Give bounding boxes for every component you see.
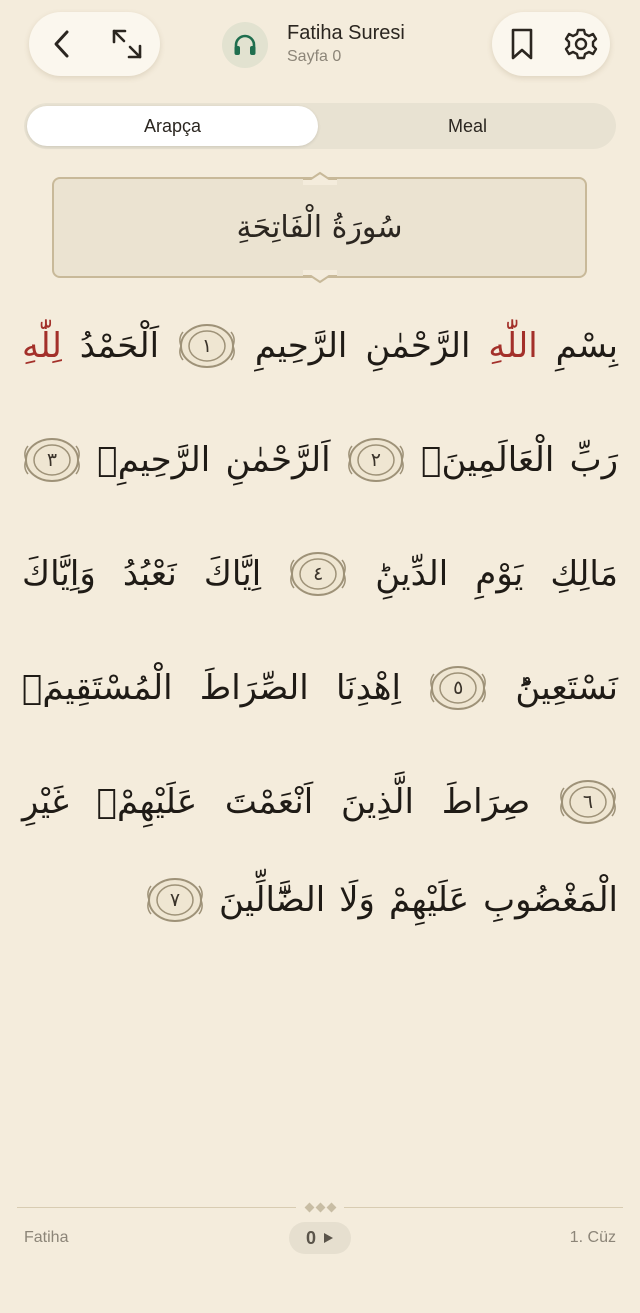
page-number: 0 [305, 1227, 316, 1248]
play-icon [322, 1232, 334, 1244]
ayah-word[interactable]: الدِّينِؕ [375, 554, 449, 594]
ayah-number: ٧ [169, 889, 181, 911]
ayah-number: ٥ [453, 677, 464, 699]
surah-name: سُورَةُ الْفَاتِحَةِ [236, 210, 403, 245]
gear-icon [564, 27, 598, 61]
ayah-number-marker [145, 870, 205, 930]
ayah-word[interactable]: بِسْمِ [555, 326, 618, 366]
ayah-number: ٢ [370, 449, 381, 471]
ayah-word[interactable]: الرَّحْمٰنِ [365, 326, 471, 366]
ayah-word[interactable]: وَاِيَّاكَ [22, 554, 96, 594]
ayah-line [22, 536, 618, 612]
ayah-line [22, 422, 618, 498]
tab-arabic[interactable]: Arapça [27, 106, 318, 146]
ayah-line [22, 764, 618, 840]
ayah-number-marker [428, 658, 488, 718]
footer-juz-label: 1. Cüz [569, 1229, 616, 1246]
ayah-word[interactable]: نَسْتَعِينُؕ [515, 668, 618, 708]
language-tabs [24, 103, 616, 149]
ayah-number-marker [177, 316, 237, 376]
ayah-word[interactable]: صِرَاطَ [441, 782, 531, 822]
back-button[interactable] [39, 21, 85, 67]
title-block [287, 20, 405, 68]
ayah-word[interactable]: الْمُسْتَقِيمَۙ [22, 668, 173, 708]
settings-button[interactable] [558, 21, 604, 67]
actions-pill [492, 12, 610, 76]
ayah-number: ٤ [313, 563, 324, 585]
ayah-word[interactable]: اِيَّاكَ [203, 554, 262, 594]
ayah-word[interactable]: الرَّحِيمِ [254, 326, 348, 366]
ayah-word[interactable]: اِهْدِنَا [335, 668, 401, 708]
ayah-word[interactable]: عَلَيْهِمْ [388, 880, 470, 920]
frame-ornament-bottom [303, 270, 337, 284]
ayah-word[interactable]: الْعَالَمِينَۙ [421, 440, 555, 480]
surah-header-frame [52, 177, 587, 278]
expand-icon [110, 27, 144, 61]
ayah-word[interactable]: الرَّحِيمِۙ [97, 440, 211, 480]
audio-button[interactable] [222, 22, 268, 68]
footer-ornament [296, 1199, 344, 1215]
tab-meal[interactable]: Meal [447, 115, 487, 136]
ayah-word[interactable]: غَيْرِ [22, 782, 69, 822]
ayah-word[interactable]: اَلْحَمْدُ [79, 326, 160, 366]
frame-ornament-top [303, 171, 337, 185]
footer-surah-label: Fatiha [24, 1229, 69, 1246]
ayah-number: ٦ [582, 791, 594, 813]
page-number-button[interactable] [289, 1222, 351, 1254]
ayah-line [22, 650, 618, 726]
ayah-word[interactable]: الضَّٓالِّينَ [219, 880, 326, 920]
ayah-word[interactable]: الَّذِينَ [340, 782, 414, 822]
navigation-pill [29, 12, 160, 76]
bookmark-icon [510, 28, 534, 60]
ayah-word[interactable]: عَلَيْهِمْۙ [96, 782, 198, 822]
ayah-word[interactable]: الصِّرَاطَ [199, 668, 309, 708]
ayah-line [22, 308, 618, 384]
ayah-word[interactable]: نَعْبُدُ [122, 554, 177, 594]
ayah-word[interactable]: يَوْمِ [475, 554, 524, 594]
bookmark-button[interactable] [499, 21, 545, 67]
expand-button[interactable] [104, 21, 150, 67]
ayah-word[interactable]: رَبِّ [569, 440, 618, 480]
ayah-word[interactable]: اَلرَّحْمٰنِ [225, 440, 331, 480]
page-subtitle: Sayfa 0 [287, 48, 342, 65]
ayah-number-marker [22, 430, 82, 490]
headphones-icon [232, 32, 258, 58]
ayah-number-marker [558, 772, 618, 832]
page-title: Fatiha Suresi [287, 22, 405, 44]
ayah-word[interactable]: اَنْعَمْتَ [224, 782, 314, 822]
ayah-number-marker [346, 430, 406, 490]
ayah-word[interactable]: الْمَغْضُوبِ [483, 880, 618, 920]
ayah-number-marker [288, 544, 348, 604]
back-icon [50, 29, 74, 59]
ayah-word[interactable]: مَالِكِ [550, 554, 618, 594]
ayah-line [22, 862, 618, 938]
divine-name-word[interactable]: اللّٰهِ [488, 326, 538, 366]
divine-name-word[interactable]: لِلّٰهِ [22, 326, 62, 366]
ayah-number: ١ [201, 335, 213, 357]
ayah-number: ٣ [46, 449, 58, 471]
ayah-word[interactable]: وَلَا [339, 880, 375, 920]
